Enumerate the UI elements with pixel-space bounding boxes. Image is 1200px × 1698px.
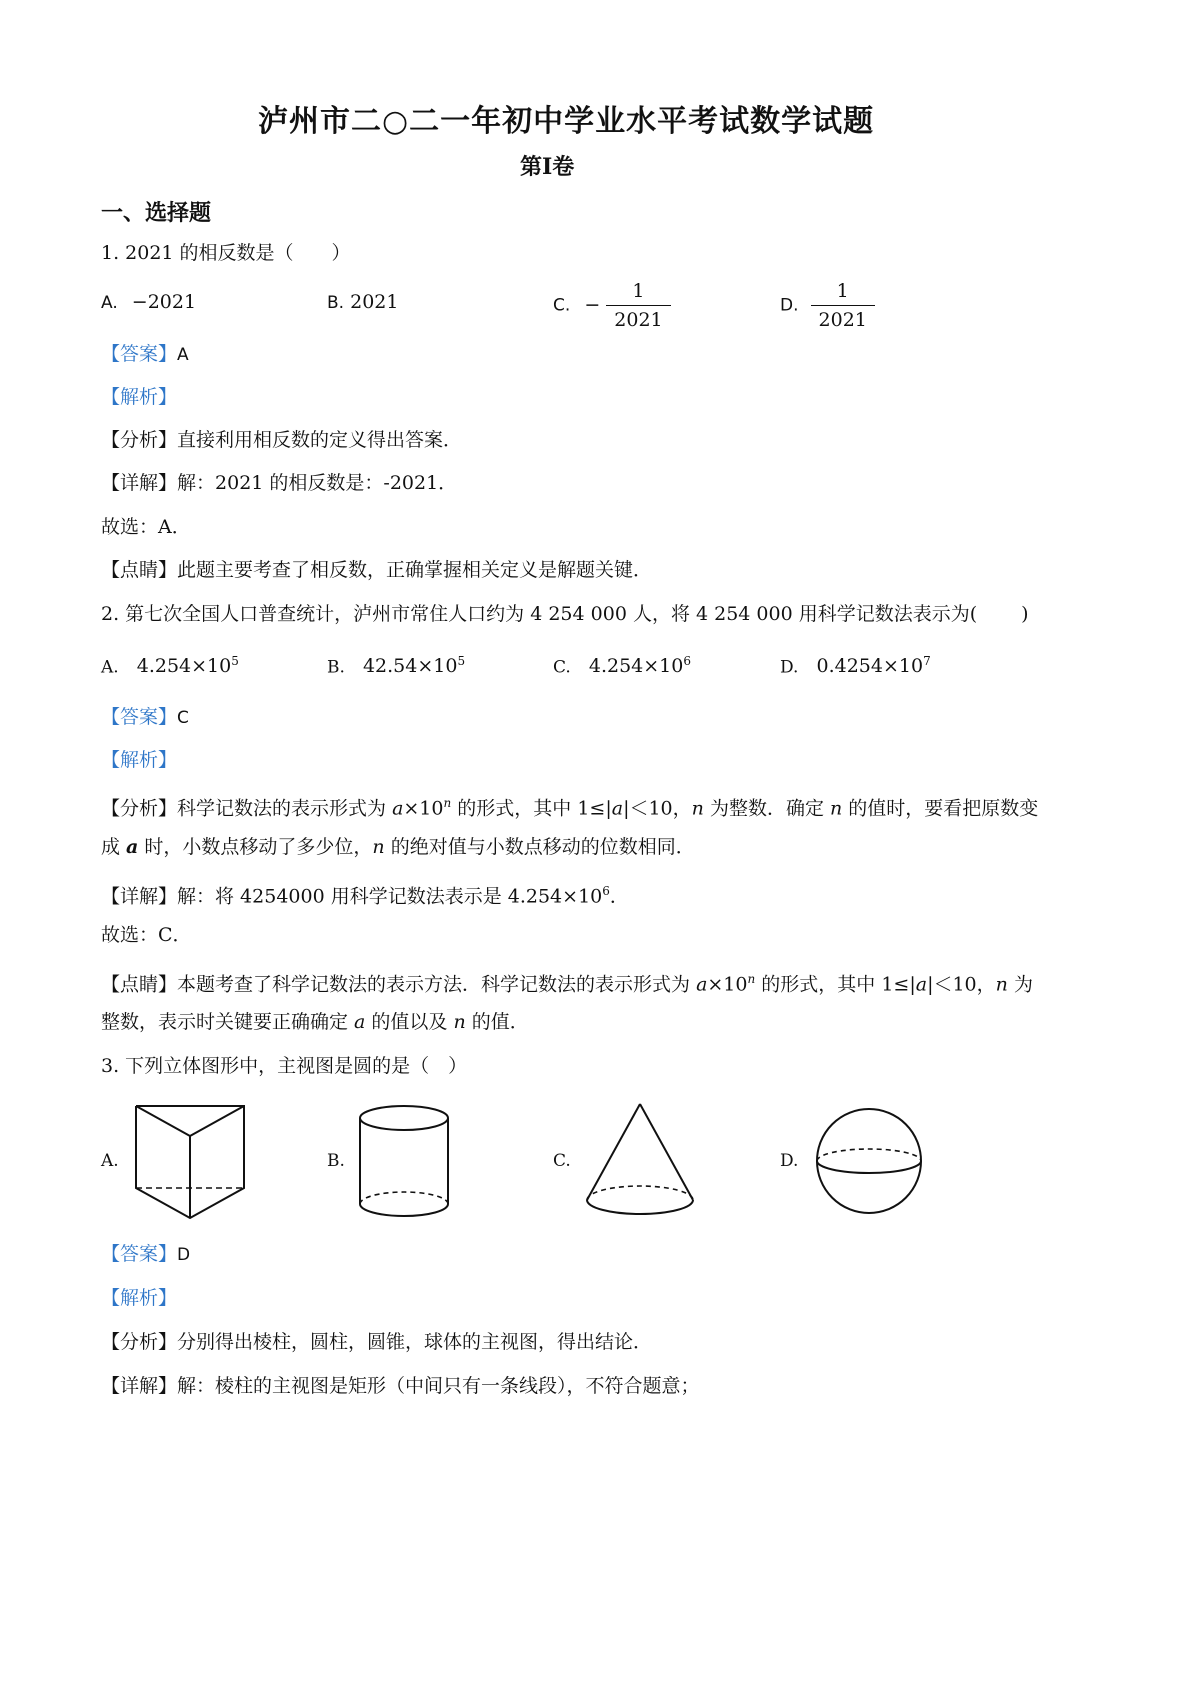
option-exponent: 6 [683,654,691,668]
text-run: 的形式，其中 1≤| [755,973,916,996]
detail-text: 解：2021 的相反数是：-2021． [177,472,458,494]
text-run: 为整数．确定 [703,797,830,820]
q2-option-b [327,654,465,677]
math-var: a [392,797,404,820]
option-label: D. [780,1151,799,1171]
detail-tag: 【详解】 [101,1375,178,1397]
text-run: 的值时，要看把原数变 [842,797,1039,820]
sphere-figure [814,1106,924,1216]
q2-option-d [780,654,931,677]
math-var: n [995,973,1008,996]
analysis-tag: 【解析】 [101,1287,178,1309]
option-value: −2021 [131,291,197,313]
fenxi-text: 直接利用相反数的定义得出答案． [177,429,463,451]
q1-option-b [327,291,398,313]
q1-choose: 故选：A． [101,516,191,538]
math-var: a [354,1011,366,1033]
answer-value: A [177,345,189,365]
answer-tag: 【答案】 [101,706,178,728]
cone-figure [584,1102,696,1218]
q3-detail [101,1372,700,1400]
comment-tag: 【点睛】 [101,559,178,581]
math-var: a [696,973,708,996]
q1-comment [101,556,652,584]
option-label: A. [101,657,119,678]
q2-option-a [101,654,239,677]
text-run: 的绝对值与小数点移动的位数相同． [384,836,695,858]
option-value: 2021 [350,291,399,313]
option-base: 4.254×10 [588,655,684,678]
option-label: C. [553,295,571,316]
option-sign: − [584,293,601,316]
answer-tag: 【答案】 [101,343,178,365]
q2-answer [101,703,189,732]
detail-tag: 【详解】 [101,472,178,494]
triangular-prism-figure [134,1104,246,1222]
math-var: n [691,797,704,820]
q1-option-d [780,280,875,331]
q1-fenxi [101,426,462,454]
q2-option-c [553,654,691,677]
q3-option-b [327,1149,345,1171]
option-label: B. [327,293,345,313]
q3-stem: 3. 下列立体图形中，主视图是圆的是（ ） [101,1055,468,1077]
option-exponent: 5 [231,654,239,668]
q2-comment-line2 [101,1008,529,1036]
q1-stem: 1. 2021 的相反数是（ ） [101,242,351,264]
q3-option-c [553,1149,571,1171]
text-run: 解：将 4254000 用科学记数法表示是 4.254×10 [177,885,603,908]
option-label: D. [780,295,799,316]
fraction-numerator: 1 [836,280,849,302]
q3-fenxi [101,1328,652,1356]
analysis-tag: 【解析】 [101,386,178,408]
q2-analysis-tag [101,746,177,774]
answer-value: C [177,708,189,728]
fraction-denominator: 2021 [606,305,670,331]
text-run: 整数，表示时关键要正确确定 [101,1011,355,1033]
text-run: 为 [1007,973,1033,996]
math-exponent: n [443,796,452,810]
text-run: 本题考查了科学记数法的表示方法．科学记数法的表示形式为 [177,973,697,996]
answer-tag: 【答案】 [101,1243,178,1265]
q3-analysis-tag [101,1284,177,1312]
option-label: B. [327,657,345,678]
math-var: a [915,973,928,996]
q1-answer [101,340,189,369]
option-fraction [606,280,670,331]
text-run: ×10 [707,973,748,996]
text-run: 的值． [465,1011,529,1033]
q2-detail [101,877,629,910]
option-label: A. [101,1151,119,1171]
option-label: C. [553,1151,571,1171]
option-exponent: 7 [923,654,931,668]
option-base: 4.254×10 [136,655,232,678]
q2-choose: 故选：C． [101,924,192,946]
fraction-denominator: 2021 [811,305,875,331]
analysis-tag: 【解析】 [101,749,178,771]
text-run: 的值以及 [365,1011,454,1033]
text-run: 时，小数点移动了多少位， [138,836,373,858]
math-var: a [611,797,624,820]
math-var: a [126,836,139,858]
fenxi-tag: 【分析】 [101,429,178,451]
comment-tag: 【点睛】 [101,973,178,996]
math-var: n [830,797,843,820]
option-label: C. [553,657,571,678]
option-exponent: 5 [457,654,466,668]
answer-value: D [177,1245,191,1265]
q2-fenxi-line1 [101,789,1038,822]
option-label: A. [101,293,118,313]
q2-fenxi-line2 [101,833,695,861]
q1-option-a [101,291,196,313]
comment-text: 此题主要考查了相反数，正确掌握相关定义是解题关键． [177,559,653,581]
fenxi-text: 分别得出棱柱，圆柱，圆锥，球体的主视图，得出结论． [177,1331,653,1353]
volume-heading: 第Ⅰ卷 [520,154,575,180]
text-run: |＜10， [623,797,692,820]
math-exponent: n [747,972,756,986]
option-label: D. [780,657,799,678]
q3-answer [101,1240,190,1269]
math-var: n [372,836,385,858]
option-base: 0.4254×10 [816,655,924,678]
section-heading: 一、选择题 [101,200,212,226]
fenxi-tag: 【分析】 [101,1331,178,1353]
q2-comment-line1 [101,965,1033,998]
option-base: 42.54×10 [362,655,458,678]
fraction-numerator: 1 [632,280,645,302]
page-title: 泸州市二○二一年初中学业水平考试数学试题 [258,104,875,139]
option-label: B. [327,1151,345,1171]
q1-analysis-tag [101,383,177,411]
math-var: n [453,1011,466,1033]
q3-option-d [780,1149,798,1171]
q1-detail [101,469,457,497]
text-run: ×10 [403,797,444,820]
detail-tag: 【详解】 [101,885,178,908]
text-run: ． [609,885,629,908]
q3-option-a [101,1149,119,1171]
math-exponent: 6 [602,884,610,898]
q1-option-c [553,280,671,331]
text-run: 科学记数法的表示形式为 [177,797,393,820]
option-fraction [811,280,875,331]
text-run: 成 [101,836,127,858]
cylinder-figure [358,1104,450,1220]
text-run: |＜10， [927,973,996,996]
q2-stem: 2. 第七次全国人口普查统计，泸州市常住人口约为 4 254 000 人，将 4 254 000 用科学记数法表示为( ) [101,603,1029,625]
text-run: 的形式，其中 1≤| [451,797,612,820]
detail-text: 解：棱柱的主视图是矩形（中间只有一条线段），不符合题意； [177,1375,700,1397]
fenxi-tag: 【分析】 [101,797,178,820]
